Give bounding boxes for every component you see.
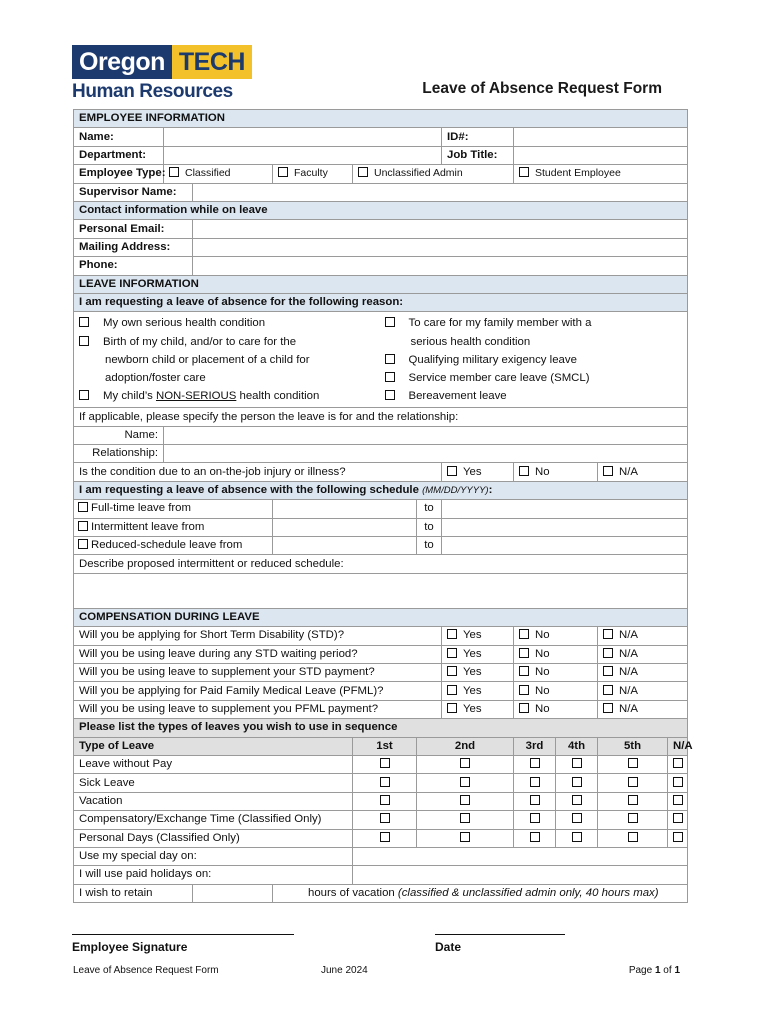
fulltime-to: to bbox=[417, 500, 442, 518]
leave-type: Personal Days (Classified Only) bbox=[74, 829, 353, 847]
comp-no[interactable]: No bbox=[514, 664, 598, 682]
schedule-header: I am requesting a leave of absence with the following schedule (MM/DD/YYYY): bbox=[74, 481, 688, 499]
name-label: Name: bbox=[74, 128, 164, 146]
checkbox-icon[interactable] bbox=[447, 666, 457, 676]
date-label: Date bbox=[435, 940, 462, 954]
checkbox-icon[interactable] bbox=[673, 795, 683, 805]
reduced-to: to bbox=[417, 537, 442, 555]
date-line[interactable] bbox=[435, 934, 565, 935]
checkbox-icon[interactable] bbox=[603, 648, 613, 658]
checkbox-icon[interactable] bbox=[278, 167, 288, 177]
comp-no[interactable]: No bbox=[514, 627, 598, 645]
comp-question: Will you be applying for Short Term Disability (STD)? bbox=[74, 627, 442, 645]
checkbox-icon[interactable] bbox=[460, 795, 470, 805]
injury-question: Is the condition due to an on-the-job injury or illness? bbox=[74, 463, 442, 481]
reduced-from-field[interactable] bbox=[273, 537, 417, 555]
employee-signature-label: Employee Signature bbox=[72, 940, 188, 954]
checkbox-icon[interactable] bbox=[530, 832, 540, 842]
checkbox-icon[interactable] bbox=[447, 685, 457, 695]
checkbox-icon[interactable] bbox=[603, 466, 613, 476]
checkbox-icon[interactable] bbox=[519, 666, 529, 676]
employee-type-label: Employee Type: bbox=[74, 165, 164, 183]
checkbox-icon[interactable] bbox=[380, 758, 390, 768]
checkbox-icon[interactable] bbox=[447, 466, 457, 476]
type-classified[interactable]: Classified bbox=[164, 165, 273, 183]
schedule-reduced[interactable]: Reduced-schedule leave from bbox=[74, 537, 273, 555]
department-field[interactable] bbox=[164, 146, 442, 164]
checkbox-icon[interactable] bbox=[358, 167, 368, 177]
comp-no[interactable]: No bbox=[514, 700, 598, 718]
comp-na[interactable]: N/A bbox=[598, 700, 688, 718]
comp-no[interactable]: No bbox=[514, 682, 598, 700]
checkbox-icon[interactable] bbox=[385, 390, 395, 400]
retain-note: hours of vacation (classified & unclassified admin only, 40 hours max) bbox=[273, 884, 688, 902]
checkbox-icon[interactable] bbox=[385, 372, 395, 382]
phone-field[interactable] bbox=[193, 257, 688, 275]
checkbox-icon[interactable] bbox=[572, 758, 582, 768]
job-title-field[interactable] bbox=[514, 146, 688, 164]
comp-section-header: COMPENSATION DURING LEAVE bbox=[74, 608, 688, 626]
checkbox-icon[interactable] bbox=[628, 758, 638, 768]
relationship-label: Relationship: bbox=[74, 445, 164, 463]
person-name-label: Name: bbox=[74, 426, 164, 444]
comp-yes[interactable]: Yes bbox=[442, 627, 514, 645]
checkbox-icon[interactable] bbox=[380, 832, 390, 842]
injury-yes[interactable]: Yes bbox=[442, 463, 514, 481]
reason-birth-line2: newborn child or placement of a child for bbox=[105, 353, 310, 366]
comp-yes[interactable]: Yes bbox=[442, 645, 514, 663]
col-type-of-leave: Type of Leave bbox=[74, 737, 353, 755]
fulltime-from-field[interactable] bbox=[273, 500, 417, 518]
checkbox-icon[interactable] bbox=[530, 777, 540, 787]
checkbox-icon[interactable] bbox=[460, 813, 470, 823]
checkbox-icon[interactable] bbox=[603, 629, 613, 639]
sequence-header: Please list the types of leaves you wish to use in sequence bbox=[74, 719, 688, 737]
col-3rd: 3rd bbox=[514, 737, 556, 755]
reason-smcl[interactable]: Service member care leave (SMCL) bbox=[385, 369, 683, 387]
reason-child-non-serious[interactable]: My child’s NON-SERIOUS health condition bbox=[79, 387, 348, 405]
comp-yes[interactable]: Yes bbox=[442, 664, 514, 682]
checkbox-icon[interactable] bbox=[519, 466, 529, 476]
retain-label: I wish to retain bbox=[74, 884, 193, 902]
special-day-field[interactable] bbox=[353, 847, 688, 865]
job-title-label: Job Title: bbox=[442, 146, 514, 164]
checkbox-icon[interactable] bbox=[572, 832, 582, 842]
footer-page: Page 1 of 1 bbox=[628, 965, 680, 976]
footer-form-name: Leave of Absence Request Form bbox=[73, 965, 219, 976]
footer-date: June 2024 bbox=[321, 965, 368, 976]
describe-field[interactable] bbox=[74, 573, 688, 608]
id-field[interactable] bbox=[514, 128, 688, 146]
leave-section-header: LEAVE INFORMATION bbox=[74, 275, 688, 293]
signature-line[interactable] bbox=[72, 934, 294, 935]
checkbox-icon[interactable] bbox=[603, 666, 613, 676]
type-student-employee[interactable]: Student Employee bbox=[514, 165, 688, 183]
injury-na[interactable]: N/A bbox=[598, 463, 688, 481]
leave-type: Vacation bbox=[74, 792, 353, 810]
checkbox-icon[interactable] bbox=[447, 629, 457, 639]
checkbox-icon[interactable] bbox=[519, 685, 529, 695]
logo-hr: Human Resources bbox=[72, 81, 233, 102]
intermittent-from-field[interactable] bbox=[273, 518, 417, 536]
retain-hours-field[interactable] bbox=[193, 884, 273, 902]
employee-section-header: EMPLOYEE INFORMATION bbox=[74, 110, 688, 128]
checkbox-icon[interactable] bbox=[385, 317, 395, 327]
reason-bereavement[interactable]: Bereavement leave bbox=[385, 387, 683, 405]
checkbox-icon[interactable] bbox=[447, 648, 457, 658]
reason-military[interactable]: Qualifying military exigency leave bbox=[385, 351, 683, 369]
checkbox-icon[interactable] bbox=[79, 317, 89, 327]
checkbox-icon[interactable] bbox=[530, 813, 540, 823]
comp-no[interactable]: No bbox=[514, 645, 598, 663]
checkbox-icon[interactable] bbox=[628, 777, 638, 787]
address-field[interactable] bbox=[193, 238, 688, 256]
email-field[interactable] bbox=[193, 220, 688, 238]
type-faculty[interactable]: Faculty bbox=[273, 165, 353, 183]
logo-tech: TECH bbox=[172, 45, 252, 79]
checkbox-icon[interactable] bbox=[79, 390, 89, 400]
paid-holidays-label: I will use paid holidays on: bbox=[74, 866, 353, 884]
comp-yes[interactable]: Yes bbox=[442, 682, 514, 700]
person-name-field[interactable] bbox=[164, 426, 688, 444]
reduced-to-field[interactable] bbox=[442, 537, 688, 555]
describe-label: Describe proposed intermittent or reduced schedule: bbox=[74, 555, 688, 573]
leave-type: Leave without Pay bbox=[74, 755, 353, 773]
checkbox-icon[interactable] bbox=[572, 795, 582, 805]
intermittent-to: to bbox=[417, 518, 442, 536]
comp-na[interactable]: N/A bbox=[598, 645, 688, 663]
checkbox-icon[interactable] bbox=[673, 758, 683, 768]
checkbox-icon[interactable] bbox=[380, 795, 390, 805]
reason-birth[interactable]: Birth of my child, and/or to care for the bbox=[79, 333, 348, 351]
checkbox-icon[interactable] bbox=[380, 813, 390, 823]
reason-birth-line3: adoption/foster care bbox=[105, 371, 206, 384]
supervisor-label: Supervisor Name: bbox=[74, 183, 193, 201]
schedule-fulltime[interactable]: Full-time leave from bbox=[74, 500, 273, 518]
injury-no[interactable]: No bbox=[514, 463, 598, 481]
comp-na[interactable]: N/A bbox=[598, 664, 688, 682]
comp-yes[interactable]: Yes bbox=[442, 700, 514, 718]
phone-label: Phone: bbox=[74, 257, 193, 275]
checkbox-icon[interactable] bbox=[519, 648, 529, 658]
paid-holidays-field[interactable] bbox=[353, 866, 688, 884]
checkbox-icon[interactable] bbox=[78, 539, 88, 549]
reasons-right bbox=[353, 312, 688, 408]
special-day-label: Use my special day on: bbox=[74, 847, 353, 865]
checkbox-icon[interactable] bbox=[460, 777, 470, 787]
comp-na[interactable]: N/A bbox=[598, 682, 688, 700]
leave-form-table bbox=[73, 109, 693, 903]
checkbox-icon[interactable] bbox=[447, 703, 457, 713]
reasons-left bbox=[74, 312, 353, 408]
checkbox-icon[interactable] bbox=[530, 758, 540, 768]
checkbox-icon[interactable] bbox=[460, 758, 470, 768]
address-label: Mailing Address: bbox=[74, 238, 193, 256]
checkbox-icon[interactable] bbox=[519, 629, 529, 639]
checkbox-icon[interactable] bbox=[519, 167, 529, 177]
checkbox-icon[interactable] bbox=[78, 502, 88, 512]
checkbox-icon[interactable] bbox=[572, 777, 582, 787]
name-field[interactable] bbox=[164, 128, 442, 146]
page-title: Leave of Absence Request Form bbox=[422, 80, 662, 97]
checkbox-icon[interactable] bbox=[460, 832, 470, 842]
department-label: Department: bbox=[74, 146, 164, 164]
checkbox-icon[interactable] bbox=[673, 832, 683, 842]
reason-family-line2: serious health condition bbox=[410, 335, 531, 348]
checkbox-icon[interactable] bbox=[603, 685, 613, 695]
checkbox-icon[interactable] bbox=[519, 703, 529, 713]
intermittent-to-field[interactable] bbox=[442, 518, 688, 536]
checkbox-icon[interactable] bbox=[530, 795, 540, 805]
checkbox-icon[interactable] bbox=[78, 521, 88, 531]
reason-family-member[interactable]: To care for my family member with a bbox=[385, 314, 683, 332]
checkbox-icon[interactable] bbox=[572, 813, 582, 823]
col-na: N/A bbox=[668, 737, 688, 755]
logo-oregon: Oregon bbox=[72, 45, 172, 79]
email-label: Personal Email: bbox=[74, 220, 193, 238]
reason-own-health[interactable]: My own serious health condition bbox=[79, 314, 348, 332]
checkbox-icon[interactable] bbox=[673, 777, 683, 787]
reason-header: I am requesting a leave of absence for the following reason: bbox=[74, 293, 688, 311]
leave-type: Sick Leave bbox=[74, 774, 353, 792]
comp-question: Will you be using leave during any STD waiting period? bbox=[74, 645, 442, 663]
checkbox-icon[interactable] bbox=[385, 354, 395, 364]
col-2nd: 2nd bbox=[417, 737, 514, 755]
col-1st: 1st bbox=[353, 737, 417, 755]
checkbox-icon[interactable] bbox=[628, 832, 638, 842]
comp-question: Will you be using leave to supplement your STD payment? bbox=[74, 664, 442, 682]
checkbox-icon[interactable] bbox=[673, 813, 683, 823]
specify-text: If applicable, please specify the person the leave is for and the relationship: bbox=[74, 408, 688, 426]
checkbox-icon[interactable] bbox=[628, 795, 638, 805]
comp-question: Will you be applying for Paid Family Medical Leave (PFML)? bbox=[74, 682, 442, 700]
col-5th: 5th bbox=[598, 737, 668, 755]
oregon-tech-logo bbox=[72, 45, 252, 103]
col-4th: 4th bbox=[556, 737, 598, 755]
fulltime-to-field[interactable] bbox=[442, 500, 688, 518]
checkbox-icon[interactable] bbox=[603, 703, 613, 713]
schedule-intermittent[interactable]: Intermittent leave from bbox=[74, 518, 273, 536]
checkbox-icon[interactable] bbox=[169, 167, 179, 177]
checkbox-icon[interactable] bbox=[628, 813, 638, 823]
comp-na[interactable]: N/A bbox=[598, 627, 688, 645]
checkbox-icon[interactable] bbox=[380, 777, 390, 787]
comp-question: Will you be using leave to supplement you PFML payment? bbox=[74, 700, 442, 718]
id-label: ID#: bbox=[442, 128, 514, 146]
leave-type: Compensatory/Exchange Time (Classified Only) bbox=[74, 811, 353, 829]
contact-section-header: Contact information while on leave bbox=[74, 201, 688, 219]
supervisor-field[interactable] bbox=[193, 183, 688, 201]
checkbox-icon[interactable] bbox=[79, 336, 89, 346]
relationship-field[interactable] bbox=[164, 445, 688, 463]
type-unclassified-admin[interactable]: Unclassified Admin bbox=[353, 165, 514, 183]
